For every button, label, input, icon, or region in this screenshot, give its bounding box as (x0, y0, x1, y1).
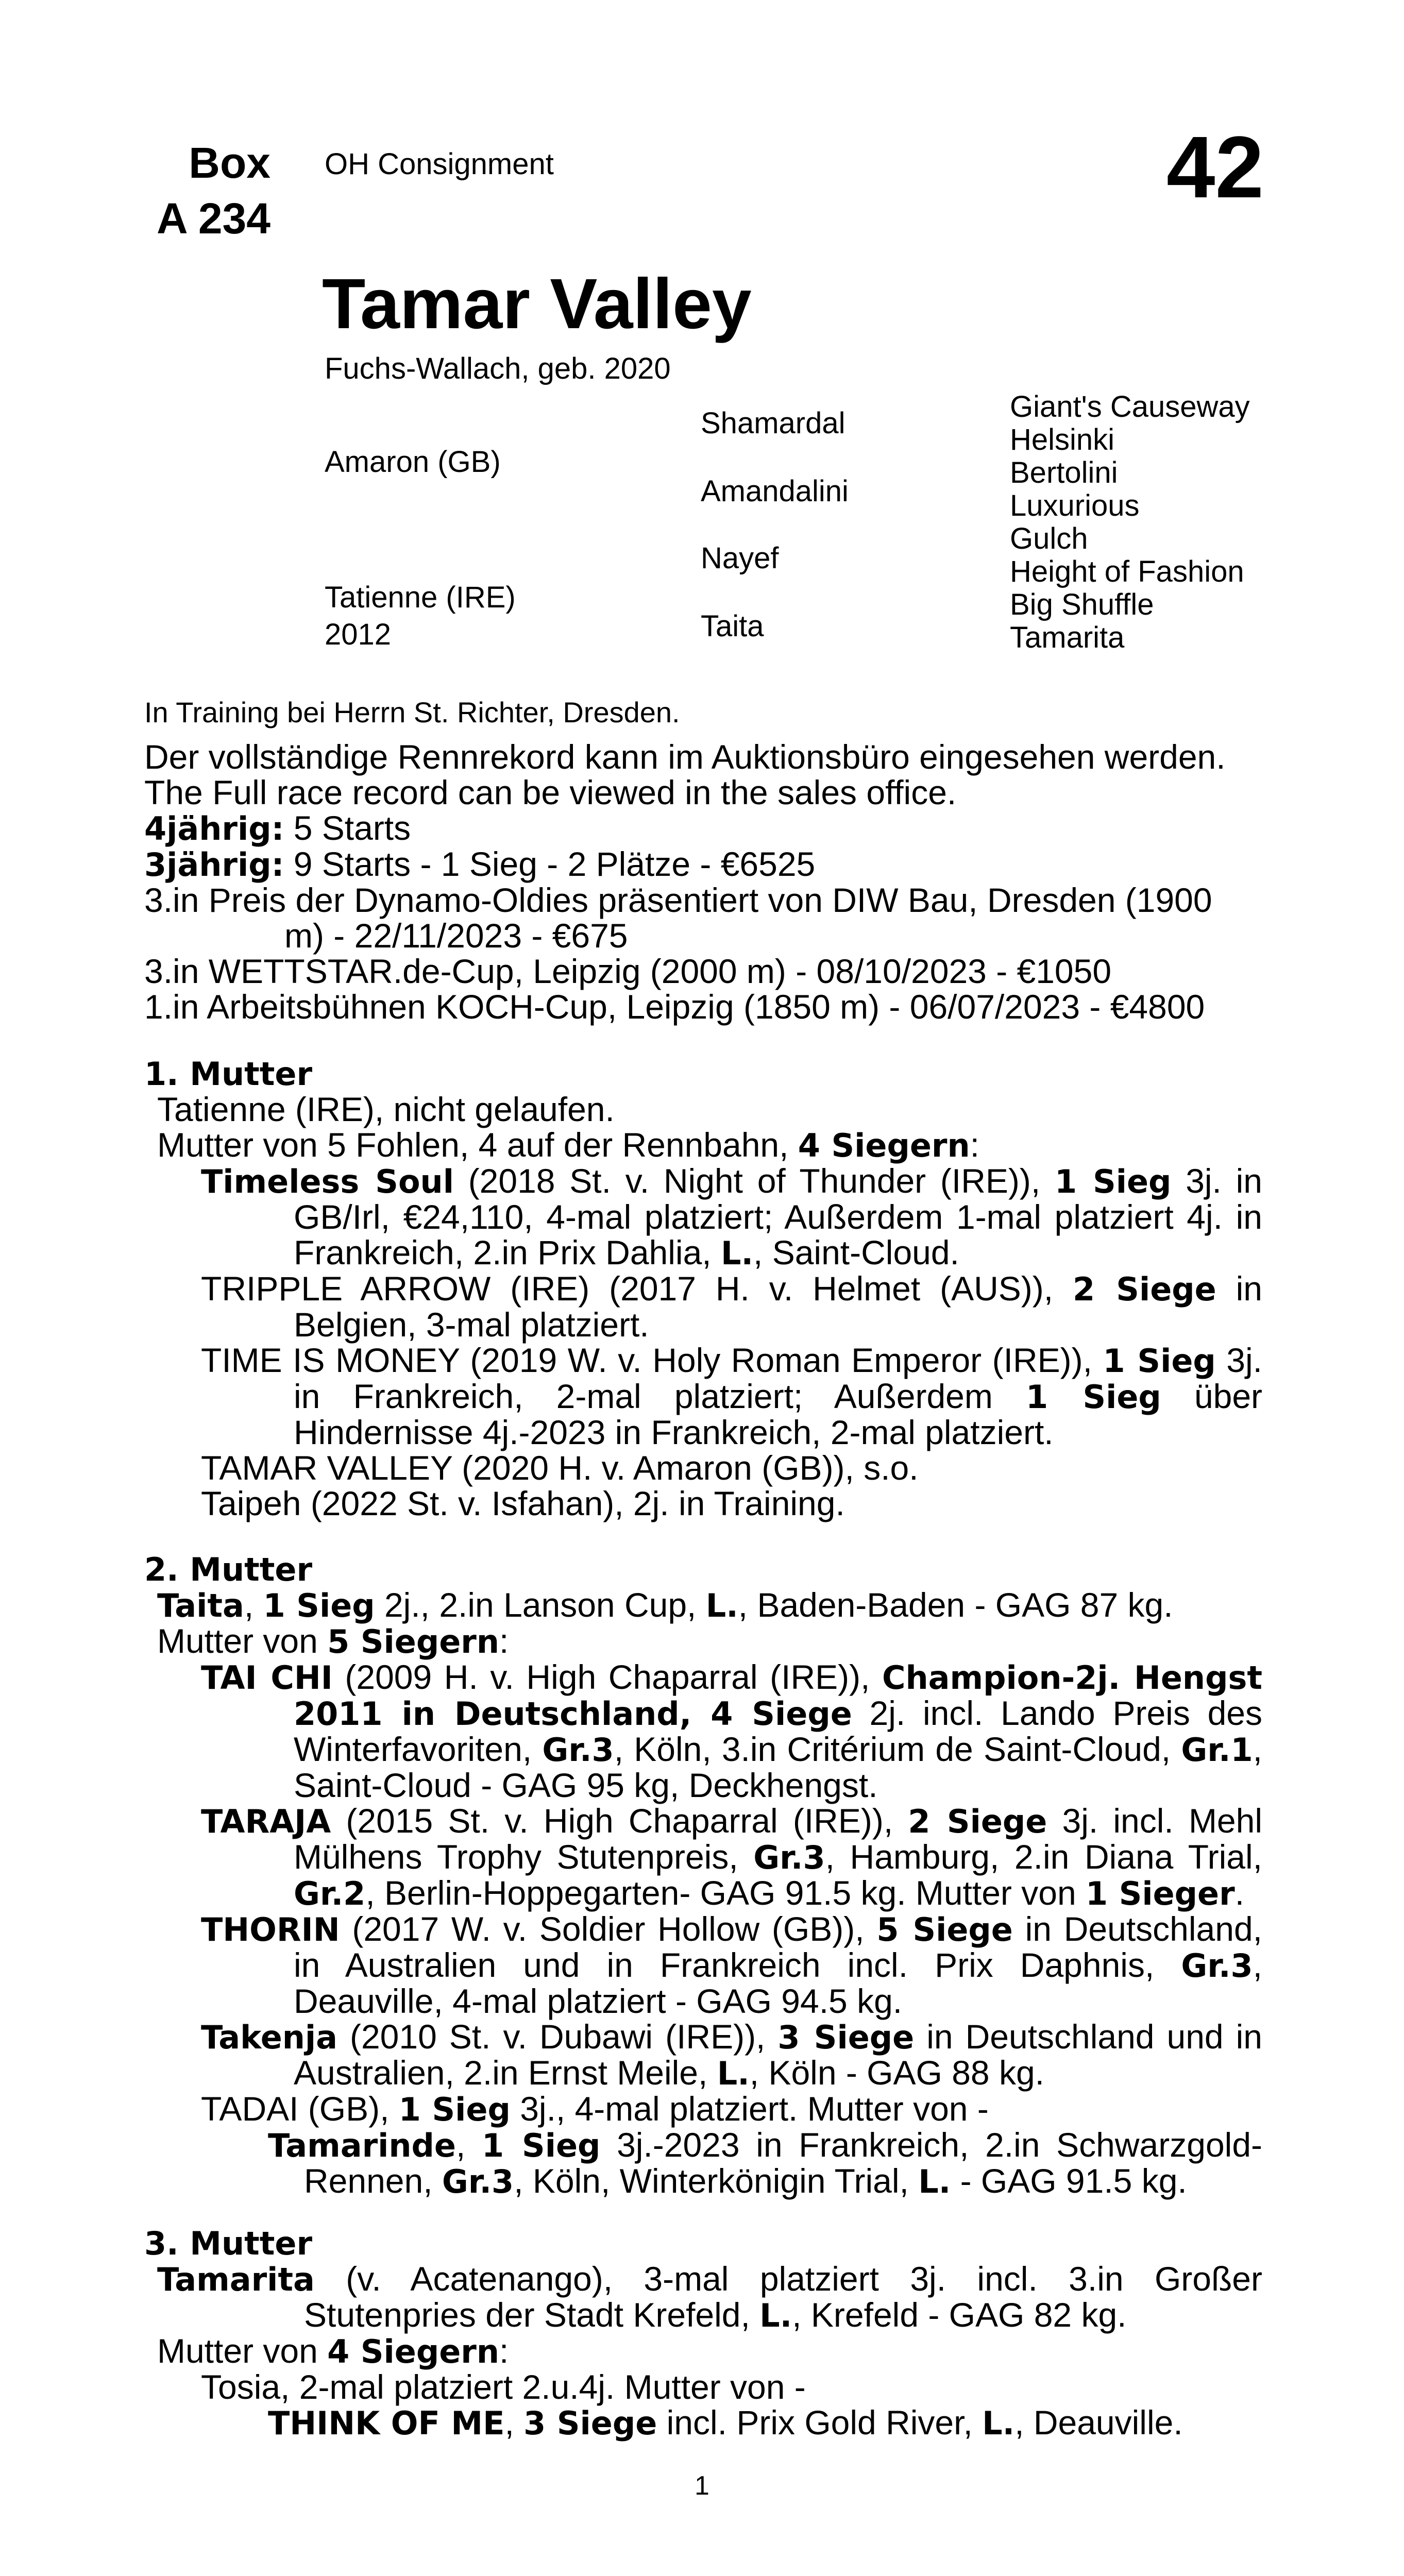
record-note-en: The Full race record can be viewed in the sales office. (144, 773, 957, 811)
second-dam-entry-2: TARAJA (2015 St. v. High Chaparral (IRE)), 2 Siege 3j. incl. Mehl Mülhens Trophy Stutenpreis, Gr.3, Hamburg, 2.in Diana Trial, Gr.2, Berlin-Hoppegarten- GAG 91.5 kg. Mutter von 1 Sieger. (201, 1802, 1263, 1912)
box-code: A 234 (156, 194, 270, 243)
first-dam-section (144, 1056, 1262, 1521)
third-dam-entry-1-produce: THINK OF ME, 3 Siege incl. Prix Gold River, L., Deauville. (268, 2403, 1183, 2442)
record-age3-label: 3jährig: (144, 846, 284, 884)
page-number: 1 (695, 2471, 709, 2501)
box-label: Box (189, 139, 270, 187)
record-age4 (144, 810, 1226, 846)
record-placing-1b: m) - 22/11/2023 - €675 (284, 917, 628, 955)
record-note-de: Der vollständige Rennrekord kann im Auktionsbüro eingesehen werden. (144, 738, 1226, 776)
pedigree-gen3-3: Bertolini (1010, 456, 1118, 489)
first-dam-produce: Mutter von 5 Fohlen, 4 auf der Rennbahn, 4 Siegern: (157, 1126, 979, 1164)
third-dam-section (144, 2226, 1262, 2441)
record-age4-label: 4jährig: (144, 810, 284, 848)
second-dam-heading: 2. Mutter (144, 1551, 313, 1588)
pedigree-gen3-2: Helsinki (1010, 423, 1115, 456)
second-dam-intro: Taita, 1 Sieg 2j., 2.in Lanson Cup, L., Baden-Baden - GAG 87 kg. (157, 1586, 1173, 1624)
record-age3 (144, 846, 1226, 883)
record-age3-text: 9 Starts - 1 Sieg - 2 Plätze - €6525 (284, 845, 816, 883)
box-number (144, 135, 270, 246)
first-dam-entry-4: TAMAR VALLEY (2020 H. v. Amaron (GB)), s.o. (201, 1449, 919, 1487)
third-dam-produce: Mutter von 4 Siegern: (157, 2332, 509, 2370)
third-dam-entry-1: Tosia, 2-mal platziert 2.u.4j. Mutter von - (201, 2368, 806, 2406)
consignor: OH Consignment (325, 147, 554, 181)
first-dam-entry-1: Timeless Soul (2018 St. v. Night of Thunder (IRE)), 1 Sieg 3j. in GB/Irl, €24,110, 4-mal platziert; Außerdem 1-mal platziert 4j. in Frankreich, 2.in Prix Dahlia, L., Saint-Cloud. (201, 1162, 1263, 1272)
horse-description: Fuchs-Wallach, geb. 2020 (325, 352, 671, 385)
third-dam-intro: Tamarita (v. Acatenango), 3-mal platziert 3j. incl. 3.in Großer Stutenpries der Stadt Krefeld, L., Krefeld - GAG 82 kg. (157, 2260, 1262, 2334)
pedigree-gen3-5: Gulch (1010, 522, 1088, 555)
pedigree-gen2-3: Nayef (701, 541, 779, 575)
first-dam-heading: 1. Mutter (144, 1055, 313, 1093)
pedigree-sire: Amaron (GB) (325, 445, 501, 479)
second-dam-entry-5: TADAI (GB), 1 Sieg 3j., 4-mal platziert. Mutter von - (201, 2090, 989, 2128)
pedigree-dam-year: 2012 (325, 618, 392, 651)
first-dam-intro: Tatienne (IRE), nicht gelaufen. (157, 1090, 615, 1128)
second-dam-entry-4: Takenja (2010 St. v. Dubawi (IRE)), 3 Siege in Deutschland und in Australien, 2.in Ernst Meile, L., Köln - GAG 88 kg. (201, 2018, 1263, 2092)
pedigree-gen3-8: Tamarita (1010, 621, 1125, 654)
second-dam-entry-5-produce: Tamarinde, 1 Sieg 3j.-2023 in Frankreich, 2.in Schwarzgold-Rennen, Gr.3, Köln, Winterkönigin Trial, L. - GAG 91.5 kg. (268, 2126, 1262, 2200)
pedigree-gen3-1: Giant's Causeway (1010, 390, 1250, 423)
pedigree-gen3-4: Luxurious (1010, 489, 1140, 522)
second-dam-entry-3: THORIN (2017 W. v. Soldier Hollow (GB)), 5 Siege in Deutschland, in Australien und in Frankreich incl. Prix Daphnis, Gr.3, Deauville, 4-mal platziert - GAG 94.5 kg. (201, 1910, 1262, 2020)
pedigree-dam: Tatienne (IRE) (325, 581, 516, 614)
record-placing-2: 3.in WETTSTAR.de-Cup, Leipzig (2000 m) - 08/10/2023 - €1050 (144, 952, 1112, 990)
race-record (144, 739, 1226, 1025)
second-dam-produce: Mutter von 5 Siegern: (157, 1622, 509, 1660)
first-dam-entry-3: TIME IS MONEY (2019 W. v. Holy Roman Emperor (IRE)), 1 Sieg 3j. in Frankreich, 2-mal platziert; Außerdem 1 Sieg über Hindernisse 4j.-2023 in Frankreich, 2-mal platziert. (201, 1341, 1263, 1451)
first-dam-entry-2: TRIPPLE ARROW (IRE) (2017 H. v. Helmet (AUS)), 2 Siege in Belgien, 3-mal platziert. (201, 1269, 1262, 1344)
lot-number: 42 (1166, 118, 1264, 216)
record-placing-1a: 3.in Preis der Dynamo-Oldies präsentiert von DIW Bau, Dresden (1900 (144, 881, 1212, 919)
pedigree-gen3-6: Height of Fashion (1010, 555, 1244, 588)
training-info: In Training bei Herrn St. Richter, Dresden. (144, 696, 680, 728)
pedigree-gen3 (1010, 391, 1250, 654)
first-dam-entry-5: Taipeh (2022 St. v. Isfahan), 2j. in Training. (201, 1484, 845, 1522)
second-dam-section (144, 1552, 1262, 2199)
pedigree-gen2-2: Amandalini (701, 474, 849, 508)
second-dam-entry-1: TAI CHI (2009 H. v. High Chaparral (IRE)), Champion-2j. Hengst 2011 in Deutschland, 4 Siege 2j. incl. Lando Preis des Winterfavoriten, Gr.3, Köln, 3.in Critérium de Saint-Cloud, Gr.1, Saint-Cloud - GAG 95 kg, Deckhengst. (201, 1658, 1262, 1804)
pedigree-gen2-4: Taita (701, 609, 764, 643)
pedigree-gen2-1: Shamardal (701, 406, 845, 440)
pedigree-gen3-7: Big Shuffle (1010, 588, 1154, 621)
horse-name: Tamar Valley (322, 264, 752, 344)
record-age4-text: 5 Starts (284, 809, 411, 847)
record-placing-3: 1.in Arbeitsbühnen KOCH-Cup, Leipzig (1850 m) - 06/07/2023 - €4800 (144, 988, 1205, 1026)
third-dam-heading: 3. Mutter (144, 2225, 313, 2262)
